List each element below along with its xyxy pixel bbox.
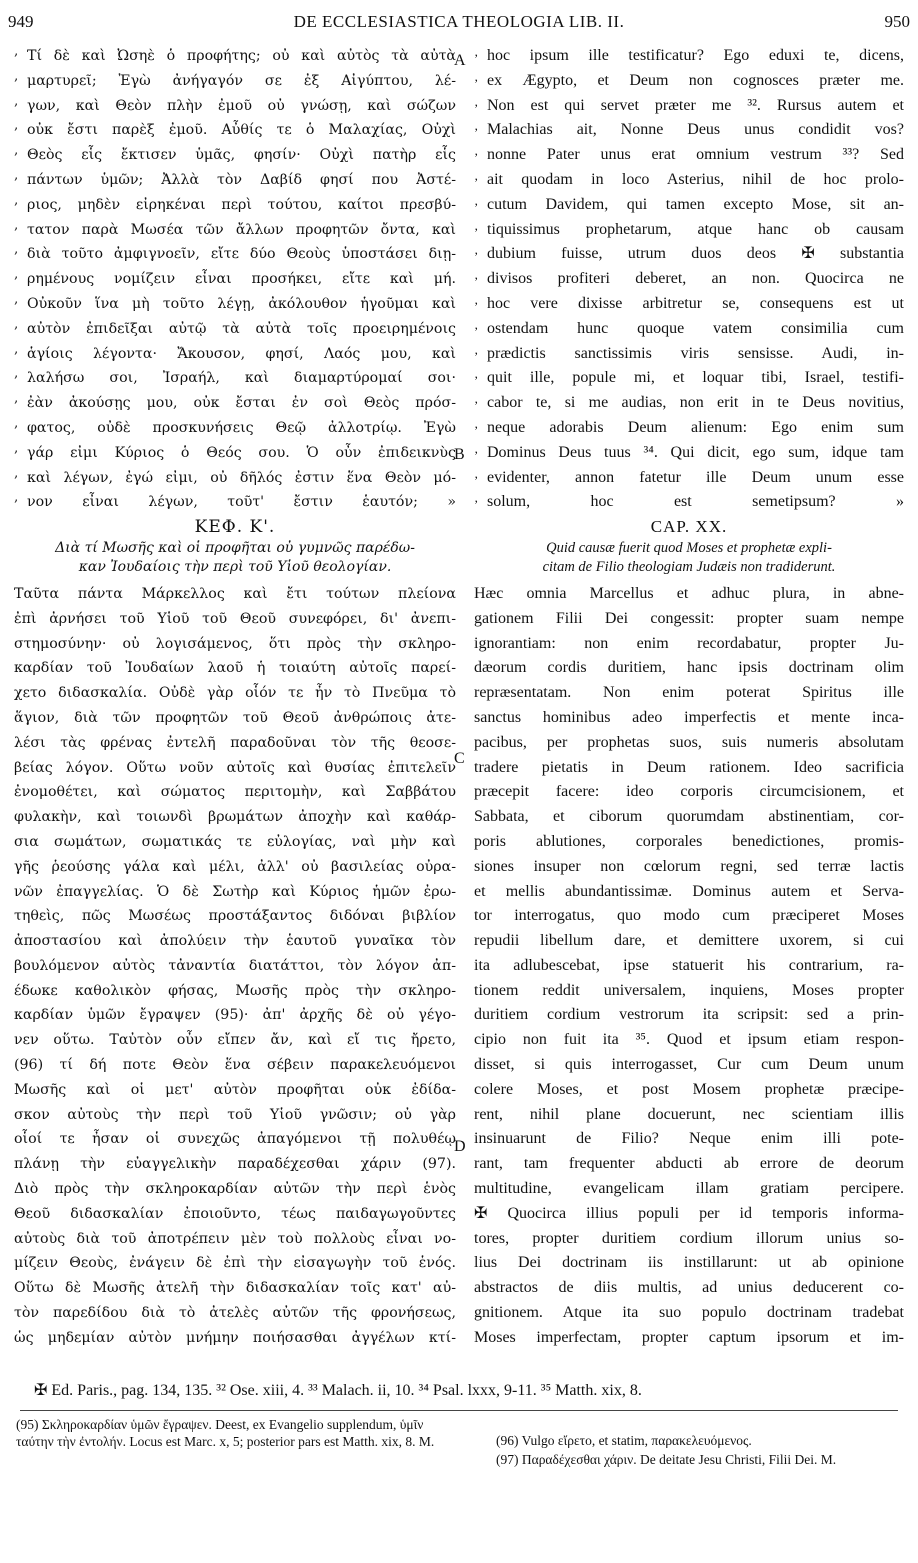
body-line: νεν οὕτω. Ταὐτὸν οὖν εἴπεν ἄν, καὶ εἴ τις ἤρετο, xyxy=(14,1032,456,1049)
body-line: et mellis abundantissimæ. Dominus autem et Serva- xyxy=(474,882,904,900)
footnotes-right xyxy=(496,1432,904,1470)
body-line: repræsentatam. Non enim poterat Spiritus ille xyxy=(474,684,904,702)
body-line: σια σωμάτων, σωματικάς τε εὐλογίας, ναὶ μὴν καὶ xyxy=(14,833,456,850)
running-head xyxy=(8,6,910,36)
page-number-right: 950 xyxy=(884,12,910,31)
body-line: τὸν παρεδίδου διὰ τὸ ἀτελὲς αὐτῶν τῆς φρονήσεως, xyxy=(14,1305,456,1322)
chapter-title-line: Quid causæ fuerit quod Moses et prophetæ expli- xyxy=(546,539,832,556)
body-line: βείας λόγον. Οὕτω νοῦν αὐτοῖς καὶ θυσίας ἐπιτελεῖν xyxy=(14,759,456,776)
scripture-references: ✠ Ed. Paris., pag. 134, 135. ³² Ose. xiii, 4. ³³ Malach. ii, 10. ³⁴ Psal. lxxx, 9-11. ³⁵ Matth. xix, 8. xyxy=(34,1382,642,1399)
body-line: χετο διδασκαλία. Οὐδὲ γὰρ οἷόν τε ἦν τὸ Πνεῦμα τὸ xyxy=(14,685,456,702)
margin-letter-c: C xyxy=(454,750,465,767)
quoted-line: ‚ solum, hoc est semetipsum? » xyxy=(474,490,904,515)
chapter-title-line: καν Ἰουδαίοις τὴν περὶ τοῦ Υἱοῦ θεολογίαν. xyxy=(78,558,392,575)
quoted-line: ‚ ex Ægypto, et Deum non cognosces præter me. xyxy=(474,69,904,94)
quoted-line: ‚ οὐκ ἔστι παρὲξ ἐμοῦ. Αὖθίς τε ὁ Μαλαχίας, Οὐχὶ xyxy=(14,118,456,143)
quoted-line: ‚ γων, καὶ Θεὸν πλὴν ἐμοῦ οὐ γνώσῃ, καὶ σώζων xyxy=(14,94,456,119)
footnotes-left xyxy=(16,1416,454,1452)
body-line: ita adlubescebat, ipse statuerit his contrarium, ra- xyxy=(474,956,904,974)
quoted-line: ‚ divisos profiteri deberet, an non. Quocirca ne xyxy=(474,267,904,292)
body-line: sanctus hominibus adeo imperfectis et mente inca- xyxy=(474,708,904,726)
body-line: ✠ Quocirca illius populi per id temporis informa- xyxy=(474,1204,904,1222)
greek-column xyxy=(14,44,456,1351)
body-line: poris ablutiones, corporales benedictiones, promis- xyxy=(474,832,904,850)
body-line: ἐνομοθέτει, καὶ σώματος περιτομὴν, καὶ Σαββάτου xyxy=(14,784,456,801)
body-line: νῶν ἐπαγγελίας. Ὁ δὲ Σωτὴρ καὶ Κύριος ἡμῶν ἐρω- xyxy=(14,883,456,900)
body-line: μίζειν Θεοὺς, ἐνάγειν δὲ ἐπὶ τὴν εἰσαγωγὴν τοῦ ἑνός. xyxy=(14,1255,456,1272)
body-line: καρδίαν ὑμῶν ἔγραψεν (95)· ἀπ' ἀρχῆς δὲ οὐ γέγο- xyxy=(14,1007,456,1024)
quoted-line: ‚ γάρ εἰμι Κύριος ὁ Θεός σου. Ὁ οὖν ἐπιδεικνὺς xyxy=(14,441,456,466)
body-line: præcepit facere: ideo corporis circumcisionem, et xyxy=(474,783,904,801)
chapter-title-line: citam de Filio theologiam Judæis non tradiderunt. xyxy=(542,558,836,575)
quoted-line: ‚ ρημένους νομίζειν εἶναι προσήκει, εἴτε καὶ μή. xyxy=(14,267,456,292)
body-line: Θεοῦ διδασκαλίαν ἐποιοῦντο, τέως παιδαγωγοῦντες xyxy=(14,1205,456,1222)
body-line: οἷοί τε ἦσαν οἱ συνεχῶς ἀπαγόμενοι τῇ πολυθέῳ xyxy=(14,1131,456,1148)
quoted-line: ‚ διὰ τοῦτο ἀμφιγνοεῖν, εἴτε δύο Θεοὺς ὑποστάσει διῃ- xyxy=(14,242,456,267)
quoted-line: ‚ hoc ipsum ille testificatur? Ego eduxi te, dicens, xyxy=(474,44,904,69)
quoted-line: ‚ ἐὰν ἀκούσῃς μου, οὐκ ἔσται ἐν σοὶ Θεὸς πρόσ- xyxy=(14,391,456,416)
chapter-title-line: Διὰ τί Μωσῆς καὶ οἱ προφῆται οὐ γυμνῶς παρέδω- xyxy=(55,539,415,556)
quoted-line: ‚ tiquissimus prophetarum, atque hanc ob causam xyxy=(474,218,904,243)
body-line: Διὸ πρὸς τὴν σκληροκαρδίαν αὐτῶν τὴν περὶ ἑνὸς xyxy=(14,1181,456,1198)
body-line: colere Moses, et post Mosem prophetæ præcipe- xyxy=(474,1080,904,1098)
quoted-line: ‚ πάντων ὑμῶν; Ἀλλὰ τὸν Δαβίδ φησί που Ἀστέ- xyxy=(14,168,456,193)
quoted-line: ‚ καὶ λέγων, ἐγώ εἰμι, οὐ δῆλός ἐστιν ἕνα Θεὸν μό- xyxy=(14,466,456,491)
margin-letter-d: D xyxy=(454,1138,466,1155)
quoted-line: ‚ neque adorabis Deum alienum: Ego enim sum xyxy=(474,416,904,441)
margin-letter-a: A xyxy=(454,52,466,69)
quoted-line: ‚ μαρτυρεῖ; Ἐγὼ ἀνήγαγόν σε ἐξ Αἰγύπτου, λέ- xyxy=(14,69,456,94)
body-line: Hæc omnia Marcellus et adhuc plura, in abne- xyxy=(474,584,904,602)
latin-column xyxy=(474,44,904,1351)
quoted-line: ‚ cabor te, si me audias, non erit in te Deus novitius, xyxy=(474,391,904,416)
quoted-line: ‚ νον εἶναι λέγων, τοῦτ' ἔστιν ἑαυτόν; » xyxy=(14,490,456,515)
body-line: dæorum cordis duritiem, hanc ipsis doctrinam olim xyxy=(474,659,904,677)
quoted-line: ‚ ostendam hunc quoque vatem consimilia cum xyxy=(474,317,904,342)
footnote-divider xyxy=(20,1410,898,1411)
quoted-line: ‚ quit ille, popule mi, et loquar tibi, Israel, testifi- xyxy=(474,366,904,391)
body-line: gationem Filii Dei congessit: propter suam nempe xyxy=(474,609,904,627)
quoted-line: ‚ prædictis sanctissimis viris sensisse. Audi, in- xyxy=(474,342,904,367)
quoted-line: ‚ τατον παρὰ Μωσέα τῶν ἄλλων προφητῶν ὄντα, καὶ xyxy=(14,218,456,243)
quoted-line: ‚ αὐτὸν ἐπιδεῖξαι αὐτῷ τὰ αὐτὰ τοῖς προειρημένοις xyxy=(14,317,456,342)
body-line: repudii libellum dare, et demittere uxorem, si cui xyxy=(474,932,904,950)
body-line: rent, nihil plane docuerunt, nec scientiam illis xyxy=(474,1105,904,1123)
quoted-line: ‚ evidenter, annon fatetur ille Deum unum esse xyxy=(474,466,904,491)
quoted-line: ‚ Τί δὲ καὶ Ὠσηὲ ὁ προφήτης; οὐ καὶ αὐτὸς τὰ αὐτὰ xyxy=(14,44,456,69)
quoted-line: ‚ ait quodam in loco Asterius, nihil de hoc prolo- xyxy=(474,168,904,193)
body-line: abstractos de diis multis, ad unius deducerent co- xyxy=(474,1279,904,1297)
quoted-line: ‚ φατος, οὐδὲ προσκυνήσεις Θεῷ ἀλλοτρίῳ. Ἐγὼ xyxy=(14,416,456,441)
body-line: tradere pietatis in Deum rationem. Ideo sacrificia xyxy=(474,758,904,776)
body-line: Sabbata, et ciborum quorumdam abstinentiam, cor- xyxy=(474,808,904,826)
body-line: γῆς ῥεούσης γάλα καὶ μέλι, ἀλλ' οὐ βασιλείας οὐρα- xyxy=(14,858,456,875)
quoted-line: ‚ Dominus Deus tuus ³⁴. Qui dicit, ego sum, idque tam xyxy=(474,441,904,466)
chapter-heading: ΚΕΦ. Κ'. xyxy=(194,517,276,538)
body-line: έδωκε καθολικὸν φήσας, Μωσῆς πρὸς τὴν σκληρο- xyxy=(14,982,456,999)
quoted-line: ‚ ἁγίοις λέγοντα· Ἄκουσον, φησί, Λαός μου, καὶ xyxy=(14,342,456,367)
quoted-line: ‚ nonne Pater unus erat omnium vestrum ³³? Sed xyxy=(474,143,904,168)
body-line: ἀποστασίου καὶ ἀπολύειν τὴν ἑαυτοῦ γυναῖκα τὸν xyxy=(14,933,456,950)
body-line: tores, propter duritiem cordium illorum unius so- xyxy=(474,1229,904,1247)
body-line: ignorantiam: non enim recordabatur, propter Ju- xyxy=(474,634,904,652)
chapter-heading: CAP. XX. xyxy=(650,517,728,537)
body-line: siones insuper non cœlorum regni, sed terræ lactis xyxy=(474,857,904,875)
body-line: (96) τί δή ποτε Θεὸν ἕνα σέβειν παρακελευόμενοι xyxy=(14,1057,456,1074)
body-line: βουλόμενον αὐτὸς τἀναντία διατάττοι, τὸν λόγον ἀπ- xyxy=(14,957,456,974)
body-line: tor interrogatus, quo modo cum præciperet Moses xyxy=(474,907,904,925)
footnote: (96) Vulgo εἴρετο, et statim, παρακελευόμενος. xyxy=(496,1433,752,1448)
body-line: insinuarunt de Filio? Neque enim illi pote- xyxy=(474,1130,904,1148)
quoted-line: ‚ Non est qui servet præter me ³². Rursus autem et xyxy=(474,94,904,119)
body-line: ὡς μηδεμίαν αὐτὸν μνήμην ποιήσασθαι ἀγγέλων κτί- xyxy=(14,1329,456,1346)
body-line: ἐπὶ ἀρνήσει τοῦ Υἱοῦ τοῦ Θεοῦ συνεφόρει, δι' ἀνεπι- xyxy=(14,610,456,627)
quoted-line: ‚ Malachias ait, Nonne Deus unus condidit vos? xyxy=(474,118,904,143)
margin-letter-b: B xyxy=(454,446,465,463)
quoted-line: ‚ Θεὸς εἷς ἔκτισεν ὑμᾶς, φησίν· Οὐχὶ πατὴρ εἷς xyxy=(14,143,456,168)
body-line: duritiem cordium vestrorum ita scripsit: sed a prin- xyxy=(474,1006,904,1024)
quoted-line: ‚ cutum Davidem, qui tamen excepto Mose, sit an- xyxy=(474,193,904,218)
body-line: cipio non fuit ita ³⁵. Quod et ipsum etiam respon- xyxy=(474,1031,904,1049)
body-line: gnitionem. Atque ita suo populo doctrinam tradebat xyxy=(474,1304,904,1322)
body-line: καρδίαν τοῦ Ἰουδαίων λαοῦ ἡ τοιαύτη αὐτοῖς παρεί- xyxy=(14,660,456,677)
body-line: Moses imperfectam, propter captum ipsorum et im- xyxy=(474,1328,904,1346)
body-line: στημοσύνην· οὐ λογισάμενος, ὅτι πρὸς τὴν σκληρο- xyxy=(14,635,456,652)
body-line: λέσι τὰς φρένας ἐντελῆ παραδοῦναι τὸν τῆς θεοσε- xyxy=(14,734,456,751)
body-line: lius Dei doctrinam iis instillarunt: ut ab opinione xyxy=(474,1254,904,1272)
body-line: Μωσῆς καὶ οἱ μετ' αὐτὸν προφῆται οὐκ ἐδίδα- xyxy=(14,1081,456,1098)
quoted-line: ‚ ριος, μηδὲν εἰρηκέναι περὶ τούτου, καίτοι πρεσβύ- xyxy=(14,193,456,218)
body-line: φυλακὴν, καὶ τοιωνδὶ βρωμάτων ἀποχὴν καὶ καθάρ- xyxy=(14,809,456,826)
body-line: αὐτοὺς διὰ τοῦ ἀποτρέπειν μὲν τοὺ πολλοὺς εἶναι νο- xyxy=(14,1230,456,1247)
body-line: τηθεὶς, πῶς Μωσέως προστάξαντος διδόναι βιβλίον xyxy=(14,908,456,925)
body-line: pacibus, per prophetas suos, suis numeris absolutam xyxy=(474,733,904,751)
quoted-line: ‚ dubium fuisse, utrum duos deos ✠ substantia xyxy=(474,242,904,267)
running-title: DE ECCLESIASTICA THEOLOGIA LIB. II. xyxy=(293,12,625,31)
body-line: disset, si quis interrogasset, Cur cum Deum unum xyxy=(474,1056,904,1074)
body-line: tionem reddit universalem, inquiens, Moses propter xyxy=(474,981,904,999)
body-line: σκον αὐτοὺς τὴν περὶ τοῦ Υἱοῦ γνῶσιν; οὐ γὰρ xyxy=(14,1106,456,1123)
quoted-line: ‚ hoc vere dixisse arbitretur se, consequens est ut xyxy=(474,292,904,317)
quoted-line: ‚ λαλήσω σοι, Ἰσραήλ, καὶ διαμαρτύρομαί σοι· xyxy=(14,366,456,391)
body-line: πλάνῃ τὴν εὐαγγελικὴν παραδέχεσθαι χάριν (97). xyxy=(14,1156,456,1173)
page-number-left: 949 xyxy=(8,12,34,31)
footnote: (95) Σκληροκαρδίαν ὑμῶν ἔγραψεν. Deest, ex Evangelio supplendum, ὑμῖν ταύτην τὴν ἐντολήν. Locus est Marc. x, 5; posterior pars est Matth. xix, 8. M. xyxy=(16,1417,435,1449)
quoted-line: ‚ Οὐκοῦν ἵνα μὴ τοῦτο λέγῃ, ἀκόλουθον ἡγοῦμαι καὶ xyxy=(14,292,456,317)
body-line: rant, tam frequenter abducti ab errore de deorum xyxy=(474,1155,904,1173)
body-line: Οὕτω δὲ Μωσῆς ἀτελῆ τὴν διδασκαλίαν τοῖς κατ' αὐ- xyxy=(14,1280,456,1297)
body-line: ἅγιον, διὰ τῶν προφητῶν τοῦ Θεοῦ ἀνθρώποις ἀτε- xyxy=(14,709,456,726)
body-line: Ταῦτα πάντα Μάρκελλος καὶ ἔτι τούτων πλείονα xyxy=(14,585,456,602)
body-line: multitudine, evangelicam illam gratiam percipere. xyxy=(474,1180,904,1198)
footnote: (97) Παραδέχεσθαι χάριν. De deitate Jesu Christi, Filii Dei. M. xyxy=(496,1452,837,1467)
